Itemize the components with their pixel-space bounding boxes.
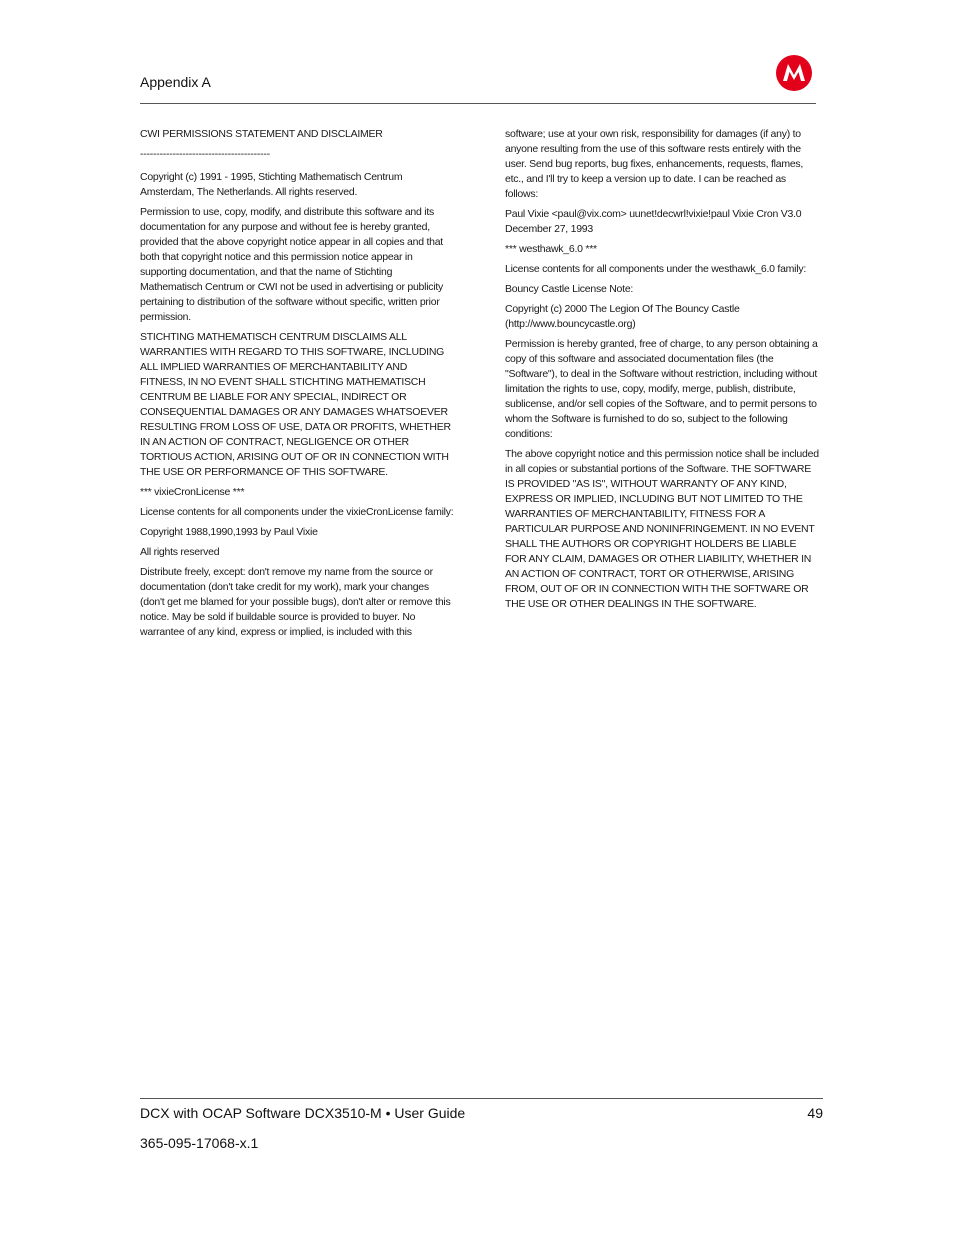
paragraph: Permission is hereby granted, free of charge, to any person obtaining a copy of this software and associated documentation files (the "Software"), to deal in the Software without restriction, including without limitation the rights to use, copy, modify, merge, publish, distribute, sublicense, and/or sell copies of the Software, and to permit persons to whom the Software is furnished to do so, subject to the following conditions:: [505, 338, 818, 440]
header-divider: [140, 103, 816, 104]
paragraph: All rights reserved: [140, 546, 220, 558]
paragraph: License contents for all components under the westhawk_6.0 family:: [505, 263, 807, 275]
document-number: 365-095-17068-x.1: [140, 1135, 259, 1151]
paragraph: Copyright (c) 2000 The Legion Of The Bouncy Castle (http://www.bouncycastle.org): [505, 303, 740, 330]
paragraph: The above copyright notice and this permission notice shall be included in all copies or substantial portions of the Software. THE SOFTWARE IS PROVIDED "AS IS", WITHOUT WARRANTY OF ANY KIND, EXPRESS OR IMPLIED, INCLUDING BUT NOT LIMITED TO THE WARRANTIES OF MERCHANTABILITY, FITNESS FOR A PARTICULAR PURPOSE AND NONINFRINGEMENT. IN NO EVENT SHALL THE AUTHORS OR COPYRIGHT HOLDERS BE LIABLE FOR ANY CLAIM, DAMAGES OR OTHER LIABILITY, WHETHER IN AN ACTION OF CONTRACT, TORT OR OTHERWISE, ARISING FROM, OUT OF OR IN CONNECTION WITH THE SOFTWARE OR THE USE OR OTHER DEALINGS IN THE SOFTWARE.: [505, 448, 819, 610]
paragraph: software; use at your own risk, responsibility for damages (if any) to anyone resulting from the use of this software rests entirely with the user. Send bug reports, bug fixes, enhancements, requests, flames, etc., and I'll try to keep a version up to date. I can be reached as follows:: [505, 128, 804, 200]
paragraph: *** westhawk_6.0 ***: [505, 243, 597, 255]
section-title: Appendix A: [140, 74, 211, 90]
paragraph: Copyright (c) 1991 - 1995, Stichting Mathematisch Centrum Amsterdam, The Netherlands. All rights reserved.: [140, 171, 403, 198]
paragraph: Bouncy Castle License Note:: [505, 283, 634, 295]
page-number: 49: [807, 1105, 823, 1121]
paragraph: STICHTING MATHEMATISCH CENTRUM DISCLAIMS ALL WARRANTIES WITH REGARD TO THIS SOFTWARE, INCLUDING ALL IMPLIED WARRANTIES OF MERCHANTABILITY AND FITNESS, IN NO EVENT SHALL STICHTING MATHEMATISCH CENTRUM BE LIABLE FOR ANY SPECIAL, INDIRECT OR CONSEQUENTIAL DAMAGES OR ANY DAMAGES WHATSOEVER RESULTING FROM LOSS OF USE, DATA OR PROFITS, WHETHER IN AN ACTION OF CONTRACT, NEGLIGENCE OR OTHER TORTIOUS ACTION, ARISING OUT OF OR IN CONNECTION WITH THE USE OR PERFORMANCE OF THIS SOFTWARE.: [140, 331, 451, 478]
paragraph: Paul Vixie <paul@vix.com> uunet!decwrl!vixie!paul Vixie Cron V3.0 December 27, 1993: [505, 208, 802, 235]
right-column: [505, 127, 819, 617]
paragraph: Copyright 1988,1990,1993 by Paul Vixie: [140, 526, 318, 538]
paragraph: Permission to use, copy, modify, and distribute this software and its documentation for any purpose and without fee is hereby granted, provided that the above copyright notice appear in all copies and that both that copyright notice and this permission notice appear in supporting documentation, and that the name of Stichting Mathematisch Centrum or CWI not be used in advertising or publicity pertaining to distribution of the software without specific, written prior permission.: [140, 206, 444, 323]
footer-title: DCX with OCAP Software DCX3510-M • User Guide: [140, 1105, 466, 1121]
left-column: [140, 127, 454, 645]
paragraph: License contents for all components under the vixieCronLicense family:: [140, 506, 454, 518]
motorola-logo-icon: [776, 55, 812, 91]
paragraph: *** vixieCronLicense ***: [140, 486, 245, 498]
cwi-heading: CWI PERMISSIONS STATEMENT AND DISCLAIMER: [140, 128, 383, 140]
footer-divider: [140, 1098, 823, 1099]
heading-underline: ----------------------------------------: [140, 148, 270, 160]
paragraph: Distribute freely, except: don't remove my name from the source or documentation (don't take credit for my work), mark your changes (don't get me blamed for your possible bugs), don't alter or remove this notice. May be sold if buildable source is provided to buyer. No warrantee of any kind, express or implied, is included with this: [140, 566, 451, 638]
